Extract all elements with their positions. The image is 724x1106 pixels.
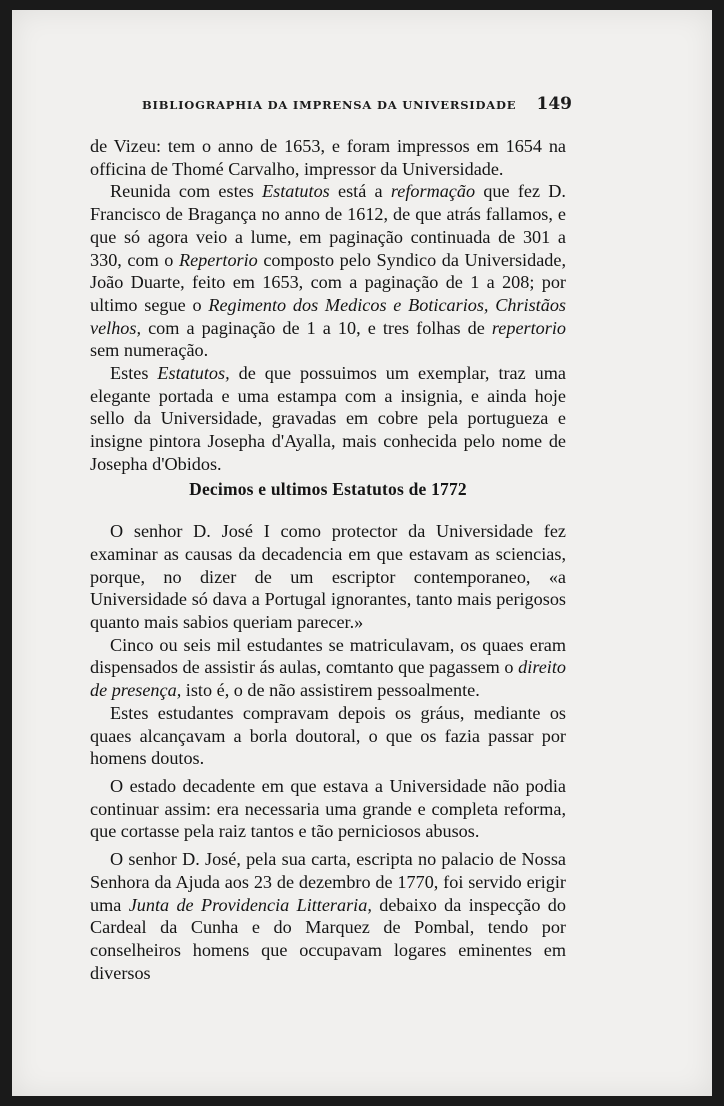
paragraph: [90, 634, 566, 702]
text-run: de Vizeu: tem o anno de 1653, e foram impressos em 1654 na officina de Thomé Carvalho, impressor da Universidade.: [90, 136, 566, 179]
page-header: [142, 94, 572, 114]
italic-text: repertorio: [491, 317, 566, 338]
running-title: BIBLIOGRAPHIA DA IMPRENSA DA UNIVERSIDADE: [142, 98, 517, 112]
text-run: com a paginação de 1 a 10, e tres folhas de: [141, 317, 492, 338]
paragraph: [90, 180, 566, 362]
italic-text: Regimento dos Medicos e Boticarios, Christãos velhos,: [90, 294, 567, 338]
italic-text: Junta de Providencia Litteraria,: [128, 894, 372, 915]
book-page: [12, 10, 712, 1096]
paragraph: [90, 775, 566, 843]
text-run: composto pelo Syndico da Universidade, João Duarte, feito em 1653, com a paginação de 1 a 208; por ultimo segue o: [90, 249, 566, 315]
paragraph: [90, 520, 566, 634]
text-run: debaixo da inspecção do Cardeal da Cunha e do Marquez de Pombal, tendo por conselheiros homens que occupavam logares eminentes em diversos: [90, 894, 566, 983]
paragraph: [90, 848, 566, 984]
paragraph: [90, 135, 566, 180]
italic-text: Repertorio: [178, 249, 258, 270]
text-run: O estado decadente em que estava a Universidade não podia continuar assim: era necessaria uma grande e completa reforma, que cortasse pela raiz tantos e tão perniciosos abusos.: [90, 775, 566, 842]
text-run: está a: [329, 181, 391, 202]
text-run: sem numeração.: [90, 340, 209, 361]
text-run: Reunida com estes: [110, 181, 263, 202]
text-run: isto é, o de não assistirem pessoalmente.: [181, 680, 480, 701]
section-title: Decimos e ultimos Estatutos de 1772: [189, 478, 467, 499]
italic-text: Estatutos,: [157, 363, 230, 384]
text-run: Estes estudantes compravam depois os gráus, mediante os quaes alcançavam a borla doutoral, o que os fazia passar por homens doutos.: [90, 702, 566, 769]
text-run: Cinco ou seis mil estudantes se matriculavam, os quaes eram dispensados de assistir ás aulas, comtanto que pagassem o: [90, 634, 566, 678]
text-run: O senhor D. José I como protector da Universidade fez examinar as causas da decadencia em que estavam as sciencias, porque, no dizer de um escriptor contemporaneo, «a Universidade só dava a Portugal ignorantes, tanto mais perigosos quanto mais sabios queriam parecer.»: [90, 521, 566, 633]
paragraph: [90, 702, 566, 770]
text-run: O senhor D. José, pela sua carta, escripta no palacio de Nossa Senhora da Ajuda aos 23 de dezembro de 1770, foi servido erigir uma: [90, 849, 566, 915]
italic-text: Estatutos: [262, 181, 330, 202]
italic-text: reformação: [390, 181, 476, 202]
text-run: de que possuimos um exemplar, traz uma elegante portada e uma estampa com a insignia, e ainda hoje sello da Universidade, gravadas em cobre pela portugueza e insigne pintora Josepha d'Ayalla, mais conhecida pelo nome de Josepha d'Obidos.: [90, 363, 566, 474]
paragraph: [90, 362, 566, 476]
text-run: Estes: [110, 363, 158, 384]
body-text: [90, 135, 566, 984]
page-number: 149: [536, 94, 572, 114]
italic-text: direito de presença,: [90, 657, 566, 701]
text-run: que fez D. Francisco de Bragança no anno de 1612, de que atrás fallamos, e que só agora veio a lume, em paginação continuada de 301 a 330, com o: [90, 181, 566, 270]
